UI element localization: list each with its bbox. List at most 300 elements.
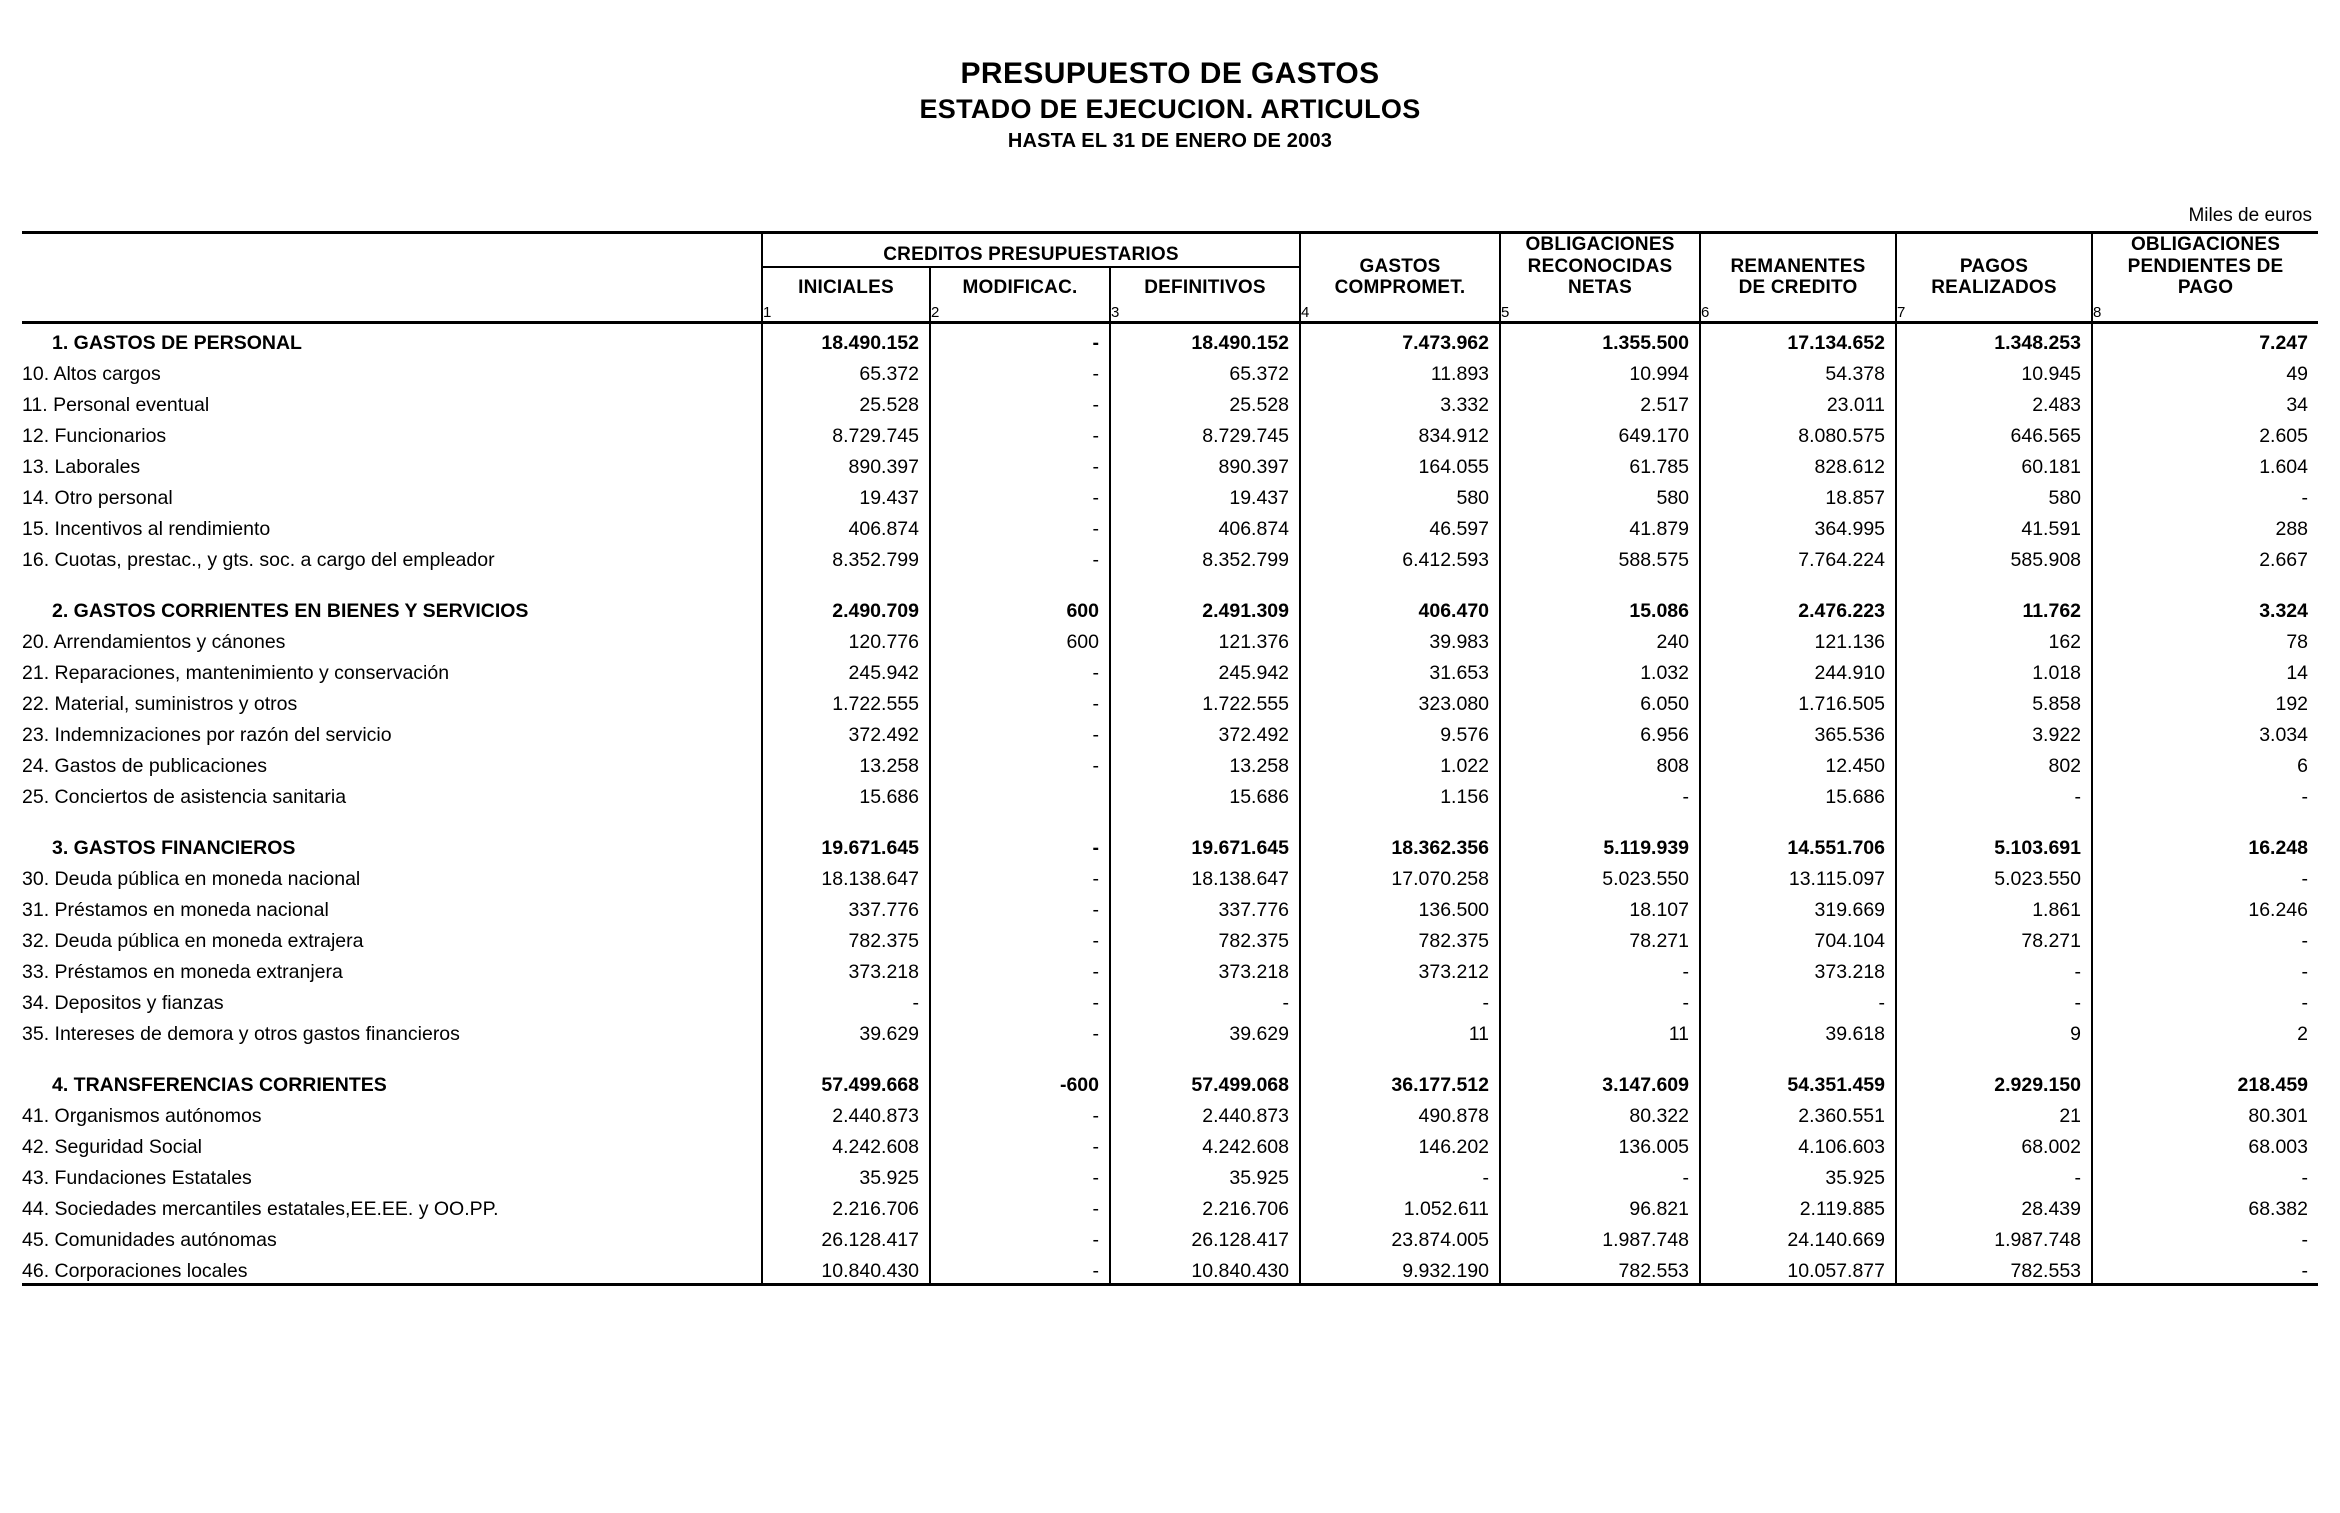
budget-table-wrapper [22, 231, 2318, 1287]
table-row [22, 984, 2318, 1015]
row-value-cell: - [930, 891, 1110, 922]
row-value-cell: 17.134.652 [1700, 323, 1896, 356]
row-value-cell: 18.138.647 [1110, 860, 1300, 891]
table-row [22, 323, 2318, 356]
spacer-value-cell [1896, 572, 2092, 592]
row-value-cell: 162 [1896, 623, 2092, 654]
row-value-cell: 121.136 [1700, 623, 1896, 654]
row-value-cell: - [930, 716, 1110, 747]
row-value-cell: 18.362.356 [1300, 829, 1500, 860]
spacer-value-cell [762, 809, 930, 829]
row-value-cell: 23.011 [1700, 386, 1896, 417]
colnum-6: 6 [1700, 299, 1896, 323]
table-row [22, 922, 2318, 953]
row-value-cell: 323.080 [1300, 685, 1500, 716]
row-item-label: 34. Depositos y fianzas [22, 984, 762, 1015]
row-value-cell: - [2301, 1260, 2309, 1283]
row-value-cell: 8.352.799 [1110, 541, 1300, 572]
row-value-cell: - [930, 448, 1110, 479]
row-value-cell: 8.352.799 [762, 541, 930, 572]
row-value-cell: 6.956 [1500, 716, 1700, 747]
row-value-cell: 19.671.645 [762, 829, 930, 860]
row-group-label: 4. TRANSFERENCIAS CORRIENTES [22, 1066, 762, 1097]
row-value-cell: - [930, 1128, 1110, 1159]
table-row [22, 1097, 2318, 1128]
table-body [22, 323, 2318, 1284]
table-row [22, 860, 2318, 891]
row-item-label: 31. Préstamos en moneda nacional [22, 891, 762, 922]
row-value-cell: 17.070.258 [1300, 860, 1500, 891]
row-value-cell: - [2301, 930, 2309, 953]
row-value-cell: - [2301, 786, 2309, 809]
row-value-cell: - [930, 654, 1110, 685]
row-value-cell: 16.246 [2248, 899, 2309, 922]
row-value-cell: 19.437 [1110, 479, 1300, 510]
header-obligaciones-reconocidas-l1: OBLIGACIONES [1525, 233, 1675, 255]
row-item-label: 42. Seguridad Social [22, 1128, 762, 1159]
row-value-cell: 4.242.608 [1110, 1128, 1300, 1159]
table-row [22, 654, 2318, 685]
row-group-label: 2. GASTOS CORRIENTES EN BIENES Y SERVICIOS [22, 592, 762, 623]
colnum-2: 2 [930, 299, 1110, 323]
row-value-cell: - [2301, 1229, 2309, 1252]
row-value-cell: 35.925 [1110, 1159, 1300, 1190]
row-value-cell: 41.879 [1500, 510, 1700, 541]
row-value-cell: 365.536 [1700, 716, 1896, 747]
spacer-value-cell [930, 809, 1110, 829]
row-value-cell: 54.351.459 [1700, 1066, 1896, 1097]
row-value-cell: 136.500 [1300, 891, 1500, 922]
row-value-cell: 13.115.097 [1700, 860, 1896, 891]
row-value-cell: 35.925 [1700, 1159, 1896, 1190]
row-value-cell: 580 [1896, 479, 2092, 510]
spacer-value-cell [1110, 1046, 1300, 1066]
row-value-cell: 65.372 [762, 355, 930, 386]
row-value-cell: 1.052.611 [1300, 1190, 1500, 1221]
row-value-cell: - [930, 922, 1110, 953]
row-value-cell: 373.218 [762, 953, 930, 984]
row-value-cell: 120.776 [762, 623, 930, 654]
row-value-cell: 2.517 [1500, 386, 1700, 417]
header-iniciales: INICIALES [762, 267, 930, 300]
row-value-cell: 78 [2286, 631, 2309, 654]
row-value-cell: 218.459 [2237, 1074, 2309, 1097]
table-row [22, 592, 2318, 623]
row-value-cell: 406.470 [1300, 592, 1500, 623]
table-row [22, 479, 2318, 510]
row-value-cell: 25.528 [762, 386, 930, 417]
row-value-cell: 9 [1896, 1015, 2092, 1046]
row-value-cell: 600 [930, 592, 1110, 623]
row-value-cell: 18.138.647 [762, 860, 930, 891]
row-value-cell: 28.439 [1896, 1190, 2092, 1221]
row-item-label: 15. Incentivos al rendimiento [22, 510, 762, 541]
row-value-cell: 1.987.748 [1896, 1221, 2092, 1252]
row-value-cell: 80.301 [2248, 1105, 2309, 1128]
row-value-cell: 54.378 [1700, 355, 1896, 386]
colnum-8: 8 [2092, 299, 2318, 323]
row-value-cell: 25.528 [1110, 386, 1300, 417]
header-obligaciones-pendientes-l3: PAGO [2177, 277, 2234, 299]
row-value-cell: 96.821 [1500, 1190, 1700, 1221]
row-value-cell: 580 [1500, 479, 1700, 510]
row-value-cell: 24.140.669 [1700, 1221, 1896, 1252]
row-item-label: 43. Fundaciones Estatales [22, 1159, 762, 1190]
row-value-cell: 490.878 [1300, 1097, 1500, 1128]
row-value-cell: 646.565 [1896, 417, 2092, 448]
row-value-cell: 14 [2286, 662, 2309, 685]
row-value-cell: 2.440.873 [1110, 1097, 1300, 1128]
row-value-cell: 1.722.555 [1110, 685, 1300, 716]
row-value-cell: 39.629 [1110, 1015, 1300, 1046]
row-value-cell: 68.003 [2248, 1136, 2309, 1159]
row-value-cell: 8.080.575 [1700, 417, 1896, 448]
row-value-cell: 5.103.691 [1896, 829, 2092, 860]
row-value-cell: 9.932.190 [1300, 1252, 1500, 1283]
row-value-cell: 12.450 [1700, 747, 1896, 778]
row-value-cell: 7.764.224 [1700, 541, 1896, 572]
row-value-cell: 406.874 [762, 510, 930, 541]
spacer-value-cell [1110, 809, 1300, 829]
row-value-cell: 3.332 [1300, 386, 1500, 417]
row-value-cell: 649.170 [1500, 417, 1700, 448]
table-spacer-row [22, 809, 2318, 829]
row-value-cell: 41.591 [1896, 510, 2092, 541]
row-value-cell: 10.840.430 [1110, 1252, 1300, 1283]
colnum-5: 5 [1500, 299, 1700, 323]
row-value-cell: 78.271 [1500, 922, 1700, 953]
row-value-cell: 1.022 [1300, 747, 1500, 778]
row-value-cell: 18.857 [1700, 479, 1896, 510]
row-value-cell: 26.128.417 [762, 1221, 930, 1252]
spacer-value-cell [1700, 1046, 1896, 1066]
table-row [22, 747, 2318, 778]
row-value-cell: 2.491.309 [1110, 592, 1300, 623]
header-row-column-numbers [22, 299, 2318, 323]
page-subtitle: ESTADO DE EJECUCION. ARTICULOS [919, 94, 1421, 125]
row-value-cell: 373.218 [1700, 953, 1896, 984]
row-value-cell: 2.119.885 [1700, 1190, 1896, 1221]
row-value-cell: 1.156 [1300, 778, 1500, 809]
page-title: PRESUPUESTO DE GASTOS [960, 57, 1380, 90]
row-value-cell: - [1500, 1159, 1700, 1190]
row-value-cell: 337.776 [762, 891, 930, 922]
row-value-cell: 18.107 [1500, 891, 1700, 922]
row-item-label: 32. Deuda pública en moneda extrajera [22, 922, 762, 953]
row-group-label: 1. GASTOS DE PERSONAL [22, 323, 762, 356]
row-value-cell: 21 [1896, 1097, 2092, 1128]
row-value-cell: 6.050 [1500, 685, 1700, 716]
table-row [22, 778, 2318, 809]
row-value-cell: 11 [1500, 1015, 1700, 1046]
spacer-value-cell [1896, 809, 2092, 829]
row-value-cell: - [930, 479, 1110, 510]
row-value-cell: 834.912 [1300, 417, 1500, 448]
table-row [22, 1128, 2318, 1159]
spacer-value-cell [930, 1046, 1110, 1066]
spacer-value-cell [1700, 572, 1896, 592]
colnum-1: 1 [762, 299, 930, 323]
header-remanentes-credito-l2: DE CREDITO [1738, 277, 1858, 299]
row-value-cell: 2.476.223 [1700, 592, 1896, 623]
row-value-cell: 11 [1300, 1015, 1500, 1046]
row-value-cell: 782.553 [1896, 1252, 2092, 1283]
spacer-value-cell [1300, 1046, 1500, 1066]
row-value-cell: 2.440.873 [762, 1097, 930, 1128]
row-value-cell: - [930, 860, 1110, 891]
document-title-block [0, 0, 2340, 153]
row-value-cell: - [762, 984, 930, 1015]
row-value-cell: 4.106.603 [1700, 1128, 1896, 1159]
row-value-cell: 11.893 [1300, 355, 1500, 386]
row-value-cell: 146.202 [1300, 1128, 1500, 1159]
table-row [22, 1190, 2318, 1221]
row-value-cell: 2.216.706 [762, 1190, 930, 1221]
table-row [22, 1159, 2318, 1190]
row-value-cell: - [1700, 984, 1896, 1015]
row-value-cell: 36.177.512 [1300, 1066, 1500, 1097]
header-group-creditos: CREDITOS PRESUPUESTARIOS [762, 234, 1300, 267]
row-value-cell: 1.018 [1896, 654, 2092, 685]
row-value-cell: 2.605 [2259, 425, 2309, 448]
row-value-cell: 364.995 [1700, 510, 1896, 541]
row-value-cell: 1.716.505 [1700, 685, 1896, 716]
row-value-cell: 23.874.005 [1300, 1221, 1500, 1252]
row-value-cell: - [1500, 984, 1700, 1015]
spacer-value-cell [1110, 572, 1300, 592]
row-value-cell: 15.686 [762, 778, 930, 809]
row-value-cell: 373.212 [1300, 953, 1500, 984]
row-value-cell: 828.612 [1700, 448, 1896, 479]
colnum-4: 4 [1300, 299, 1500, 323]
header-pagos-realizados [1896, 234, 2092, 300]
row-value-cell: - [2301, 1167, 2309, 1190]
table-spacer-row [22, 1046, 2318, 1066]
row-value-cell: 15.686 [1110, 778, 1300, 809]
row-value-cell: 35.925 [762, 1159, 930, 1190]
header-obligaciones-reconocidas-l3: NETAS [1568, 277, 1632, 299]
row-value-cell: 3.147.609 [1500, 1066, 1700, 1097]
row-value-cell: 704.104 [1700, 922, 1896, 953]
row-value-cell: 61.785 [1500, 448, 1700, 479]
row-value-cell: 8.729.745 [1110, 417, 1300, 448]
header-obligaciones-reconocidas-l2: RECONOCIDAS [1527, 255, 1673, 277]
row-value-cell: 1.604 [2259, 456, 2309, 479]
row-value-cell: 319.669 [1700, 891, 1896, 922]
row-value-cell: - [2301, 992, 2309, 1015]
row-value-cell: 10.945 [1896, 355, 2092, 386]
table-header [22, 234, 2318, 323]
table-row [22, 1252, 2318, 1283]
row-value-cell: 65.372 [1110, 355, 1300, 386]
spacer-value-cell [1300, 572, 1500, 592]
row-value-cell: 68.002 [1896, 1128, 2092, 1159]
spacer-label-cell [22, 572, 762, 592]
row-value-cell: 192 [2275, 693, 2309, 716]
row-value-cell: - [930, 1252, 1110, 1283]
row-value-cell: - [930, 386, 1110, 417]
row-value-cell: - [930, 1221, 1110, 1252]
row-value-cell: - [1500, 953, 1700, 984]
spacer-value-cell [2092, 572, 2318, 592]
row-value-cell: 5.023.550 [1500, 860, 1700, 891]
row-value-cell: 406.874 [1110, 510, 1300, 541]
row-value-cell: 2.929.150 [1896, 1066, 2092, 1097]
row-item-label: 35. Intereses de demora y otros gastos financieros [22, 1015, 762, 1046]
row-value-cell: 39.629 [762, 1015, 930, 1046]
row-value-cell: 585.908 [1896, 541, 2092, 572]
row-value-cell: 3.324 [2259, 600, 2309, 623]
row-value-cell: - [1896, 953, 2092, 984]
header-obligaciones-pendientes-l2: PENDIENTES DE [2127, 255, 2284, 277]
table-row [22, 891, 2318, 922]
row-value-cell: 580 [1300, 479, 1500, 510]
header-remanentes-credito-l1: REMANENTES [1730, 255, 1866, 277]
header-obligaciones-pendientes [2092, 234, 2318, 300]
table-row [22, 541, 2318, 572]
row-value-cell: 7.247 [2259, 332, 2309, 355]
row-value-cell: 78.271 [1896, 922, 2092, 953]
row-value-cell: 782.553 [1500, 1252, 1700, 1283]
row-item-label: 13. Laborales [22, 448, 762, 479]
spacer-value-cell [2092, 1046, 2318, 1066]
row-value-cell: 2.216.706 [1110, 1190, 1300, 1221]
row-value-cell: 16.248 [2248, 837, 2309, 860]
row-value-cell: 5.023.550 [1896, 860, 2092, 891]
row-value-cell: 26.128.417 [1110, 1221, 1300, 1252]
row-value-cell: 39.618 [1700, 1015, 1896, 1046]
row-value-cell: 2.360.551 [1700, 1097, 1896, 1128]
colnum-blank [22, 299, 762, 323]
row-value-cell: 890.397 [762, 448, 930, 479]
row-value-cell: 10.994 [1500, 355, 1700, 386]
header-remanentes-credito [1700, 234, 1896, 300]
row-value-cell: 18.490.152 [1110, 323, 1300, 356]
row-value-cell: 2.483 [1896, 386, 2092, 417]
row-value-cell: 3.034 [2259, 724, 2309, 747]
spacer-value-cell [1700, 809, 1896, 829]
table-row [22, 1015, 2318, 1046]
row-value-cell: 3.922 [1896, 716, 2092, 747]
header-modificaciones: MODIFICAC. [930, 267, 1110, 300]
table-row [22, 1066, 2318, 1097]
row-value-cell: 5.119.939 [1500, 829, 1700, 860]
row-value-cell: 34 [2286, 394, 2309, 417]
spacer-value-cell [1500, 809, 1700, 829]
row-value-cell: 19.437 [762, 479, 930, 510]
row-value-cell: 7.473.962 [1300, 323, 1500, 356]
row-value-cell: 13.258 [762, 747, 930, 778]
row-value-cell: 68.382 [2248, 1198, 2309, 1221]
row-item-label: 16. Cuotas, prestac., y gts. soc. a cargo del empleador [22, 541, 762, 572]
row-value-cell: 245.942 [1110, 654, 1300, 685]
table-row [22, 829, 2318, 860]
spacer-value-cell [1500, 572, 1700, 592]
row-value-cell: - [930, 685, 1110, 716]
row-value-cell: 15.686 [1700, 778, 1896, 809]
row-item-label: 22. Material, suministros y otros [22, 685, 762, 716]
row-value-cell: 60.181 [1896, 448, 2092, 479]
row-item-label: 23. Indemnizaciones por razón del servicio [22, 716, 762, 747]
row-value-cell: 373.218 [1110, 953, 1300, 984]
row-value-cell: 782.375 [1110, 922, 1300, 953]
table-row [22, 1221, 2318, 1252]
row-value-cell: - [930, 829, 1110, 860]
row-value-cell: 49 [2286, 363, 2309, 386]
row-value-cell: 2.667 [2259, 549, 2309, 572]
budget-table [22, 234, 2318, 1284]
row-value-cell: 288 [2275, 518, 2309, 541]
spacer-value-cell [762, 572, 930, 592]
row-value-cell: 802 [1896, 747, 2092, 778]
row-item-label: 46. Corporaciones locales [22, 1252, 762, 1283]
row-value-cell: - [930, 747, 1110, 778]
row-value-cell: - [930, 541, 1110, 572]
row-value-cell: 10.057.877 [1700, 1252, 1896, 1283]
header-definitivos: DEFINITIVOS [1110, 267, 1300, 300]
row-value-cell: 890.397 [1110, 448, 1300, 479]
row-item-label: 25. Conciertos de asistencia sanitaria [22, 778, 762, 809]
row-value-cell: 1.348.253 [1896, 323, 2092, 356]
colnum-7: 7 [1896, 299, 2092, 323]
row-value-cell: - [930, 323, 1110, 356]
spacer-value-cell [762, 1046, 930, 1066]
row-value-cell: 164.055 [1300, 448, 1500, 479]
header-row-group [22, 234, 2318, 267]
row-value-cell: 782.375 [762, 922, 930, 953]
row-value-cell: 1.722.555 [762, 685, 930, 716]
row-value-cell: -600 [930, 1066, 1110, 1097]
row-value-cell: 4.242.608 [762, 1128, 930, 1159]
row-value-cell: 136.005 [1500, 1128, 1700, 1159]
spacer-value-cell [930, 572, 1110, 592]
row-item-label: 14. Otro personal [22, 479, 762, 510]
header-gastos-comprometidos-l2: COMPROMET. [1334, 277, 1466, 299]
row-value-cell: - [1896, 984, 2092, 1015]
row-value-cell: 57.499.668 [762, 1066, 930, 1097]
spacer-value-cell [1500, 1046, 1700, 1066]
row-value-cell: 57.499.068 [1110, 1066, 1300, 1097]
row-value-cell: - [2301, 868, 2309, 891]
row-value-cell: 19.671.645 [1110, 829, 1300, 860]
row-value-cell: 2.490.709 [762, 592, 930, 623]
row-value-cell: 588.575 [1500, 541, 1700, 572]
spacer-label-cell [22, 809, 762, 829]
row-value-cell: - [930, 1097, 1110, 1128]
row-value-cell: 600 [930, 623, 1110, 654]
table-row [22, 953, 2318, 984]
units-note: Miles de euros [2188, 204, 2312, 226]
row-value-cell: 9.576 [1300, 716, 1500, 747]
row-value-cell: - [930, 1159, 1110, 1190]
row-value-cell: 80.322 [1500, 1097, 1700, 1128]
row-value-cell: 244.910 [1700, 654, 1896, 685]
page-date-range: HASTA EL 31 DE ENERO DE 2003 [1007, 129, 1333, 152]
row-value-cell: 10.840.430 [762, 1252, 930, 1283]
row-item-label: 11. Personal eventual [22, 386, 762, 417]
row-value-cell: 372.492 [1110, 716, 1300, 747]
row-item-label: 30. Deuda pública en moneda nacional [22, 860, 762, 891]
row-value-cell: 14.551.706 [1700, 829, 1896, 860]
spacer-value-cell [1896, 1046, 2092, 1066]
row-value-cell: 18.490.152 [762, 323, 930, 356]
header-obligaciones-pendientes-l1: OBLIGACIONES [2130, 233, 2281, 255]
row-value-cell: - [2301, 961, 2309, 984]
table-row [22, 685, 2318, 716]
row-value-cell: 6 [2297, 755, 2309, 778]
row-item-label: 21. Reparaciones, mantenimiento y conservación [22, 654, 762, 685]
row-item-label: 45. Comunidades autónomas [22, 1221, 762, 1252]
